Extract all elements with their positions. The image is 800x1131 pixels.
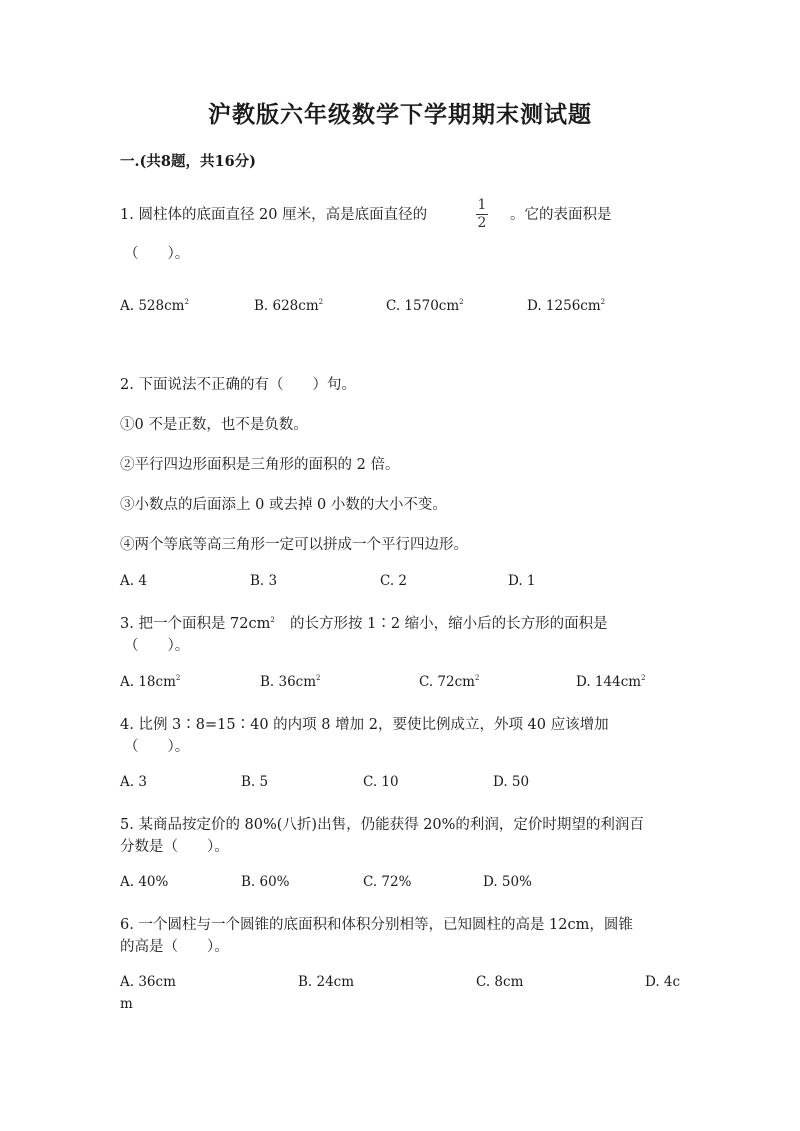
q3-option-b-text: B. 36cm — [260, 674, 317, 690]
q5-option-c[interactable]: C. 72% — [363, 874, 412, 890]
fraction-one-half — [474, 198, 490, 231]
unit-superscript: 2 — [318, 298, 324, 306]
q2-statement-4: ④两个等底等高三角形一定可以拼成一个平行四边形。 — [120, 537, 468, 553]
q2-option-b[interactable]: B. 3 — [250, 573, 278, 589]
q2-option-a[interactable]: A. 4 — [120, 573, 147, 589]
q1-stem-a: 1. 圆柱体的底面直径 20 厘米，高是底面直径的 — [120, 207, 428, 223]
q2-statement-1: ①0 不是正数，也不是负数。 — [120, 417, 308, 433]
q3-option-c[interactable] — [419, 674, 479, 690]
q3-option-d-text: D. 144cm — [576, 674, 642, 690]
q6-stem-b: 的高是（ ）。 — [120, 939, 229, 955]
q3-stem-b: 的长方形按 1∶2 缩小，缩小后的长方形的面积是 — [290, 616, 608, 632]
q1-option-a[interactable] — [120, 298, 189, 314]
fraction-denominator: 2 — [477, 215, 487, 231]
q1-option-b-text: B. 628cm — [254, 298, 319, 314]
q5-stem-b: 分数是（ ）。 — [120, 839, 229, 855]
q2-option-d[interactable]: D. 1 — [508, 573, 536, 589]
q4-option-d[interactable]: D. 50 — [493, 774, 530, 790]
q2-stem: 2. 下面说法不正确的有（ ）句。 — [120, 377, 356, 393]
section-header: 一.(共8题，共16分) — [120, 153, 257, 170]
q3-stem-a — [120, 612, 275, 633]
q1-stem-b: 。它的表面积是 — [510, 207, 612, 223]
q5-stem-a: 5. 某商品按定价的 80%(八折)出售，仍能获得 20%的利润，定价时期望的利润百 — [120, 817, 644, 833]
q1-option-d-text: D. 1256cm — [527, 298, 601, 314]
q1-stem-c: （ ）。 — [124, 246, 190, 262]
q6-option-a[interactable]: A. 36cm — [120, 974, 176, 990]
q4-option-a[interactable]: A. 3 — [120, 774, 147, 790]
fraction-numerator: 1 — [477, 197, 487, 213]
q6-option-c[interactable]: C. 8cm — [476, 974, 524, 990]
q3-option-d[interactable] — [576, 674, 646, 690]
q1-option-b[interactable] — [254, 298, 323, 314]
q3-option-b[interactable] — [260, 674, 321, 690]
unit-superscript: 2 — [641, 674, 646, 682]
q3-option-a-text: A. 18cm — [120, 674, 176, 690]
q1-option-c[interactable] — [386, 298, 464, 314]
unit-superscript: 2 — [316, 674, 321, 682]
q5-option-a[interactable]: A. 40% — [120, 874, 169, 890]
unit-superscript: 2 — [270, 616, 275, 624]
q3-option-a[interactable] — [120, 674, 180, 690]
page-title: 沪教版六年级数学下学期期末测试题 — [208, 101, 592, 128]
q2-statement-2: ②平行四边形面积是三角形的面积的 2 倍。 — [120, 457, 400, 473]
q2-option-c[interactable]: C. 2 — [380, 573, 408, 589]
q3-stem-a-text: 3. 把一个面积是 72cm — [120, 616, 271, 632]
q6-option-d-wrap: m — [120, 996, 133, 1012]
q5-option-b[interactable]: B. 60% — [241, 874, 290, 890]
q1-option-a-text: A. 528cm — [120, 298, 185, 314]
q4-stem-b: （ ）。 — [124, 739, 190, 755]
q3-option-c-text: C. 72cm — [419, 674, 475, 690]
q4-option-c[interactable]: C. 10 — [363, 774, 399, 790]
unit-superscript: 2 — [600, 298, 606, 306]
q6-stem-a: 6. 一个圆柱与一个圆锥的底面积和体积分别相等，已知圆柱的高是 12cm，圆锥 — [120, 917, 633, 933]
unit-superscript: 2 — [459, 298, 464, 306]
q5-option-d[interactable]: D. 50% — [483, 874, 532, 890]
q4-stem-a: 4. 比例 3∶8=15∶40 的内项 8 增加 2，要使比例成立，外项 40 应该增加 — [120, 717, 609, 733]
q1-option-c-text: C. 1570cm — [386, 298, 460, 314]
q1-option-d[interactable] — [527, 298, 605, 314]
unit-superscript: 2 — [175, 674, 181, 682]
q4-option-b[interactable]: B. 5 — [241, 774, 269, 790]
q2-statement-3: ③小数点的后面添上 0 或去掉 0 小数的大小不变。 — [120, 497, 447, 513]
q6-option-b[interactable]: B. 24cm — [298, 974, 355, 990]
unit-superscript: 2 — [184, 298, 189, 306]
q6-option-d[interactable]: D. 4c — [645, 974, 681, 990]
q3-stem-c: （ ）。 — [124, 638, 190, 654]
unit-superscript: 2 — [474, 674, 480, 682]
